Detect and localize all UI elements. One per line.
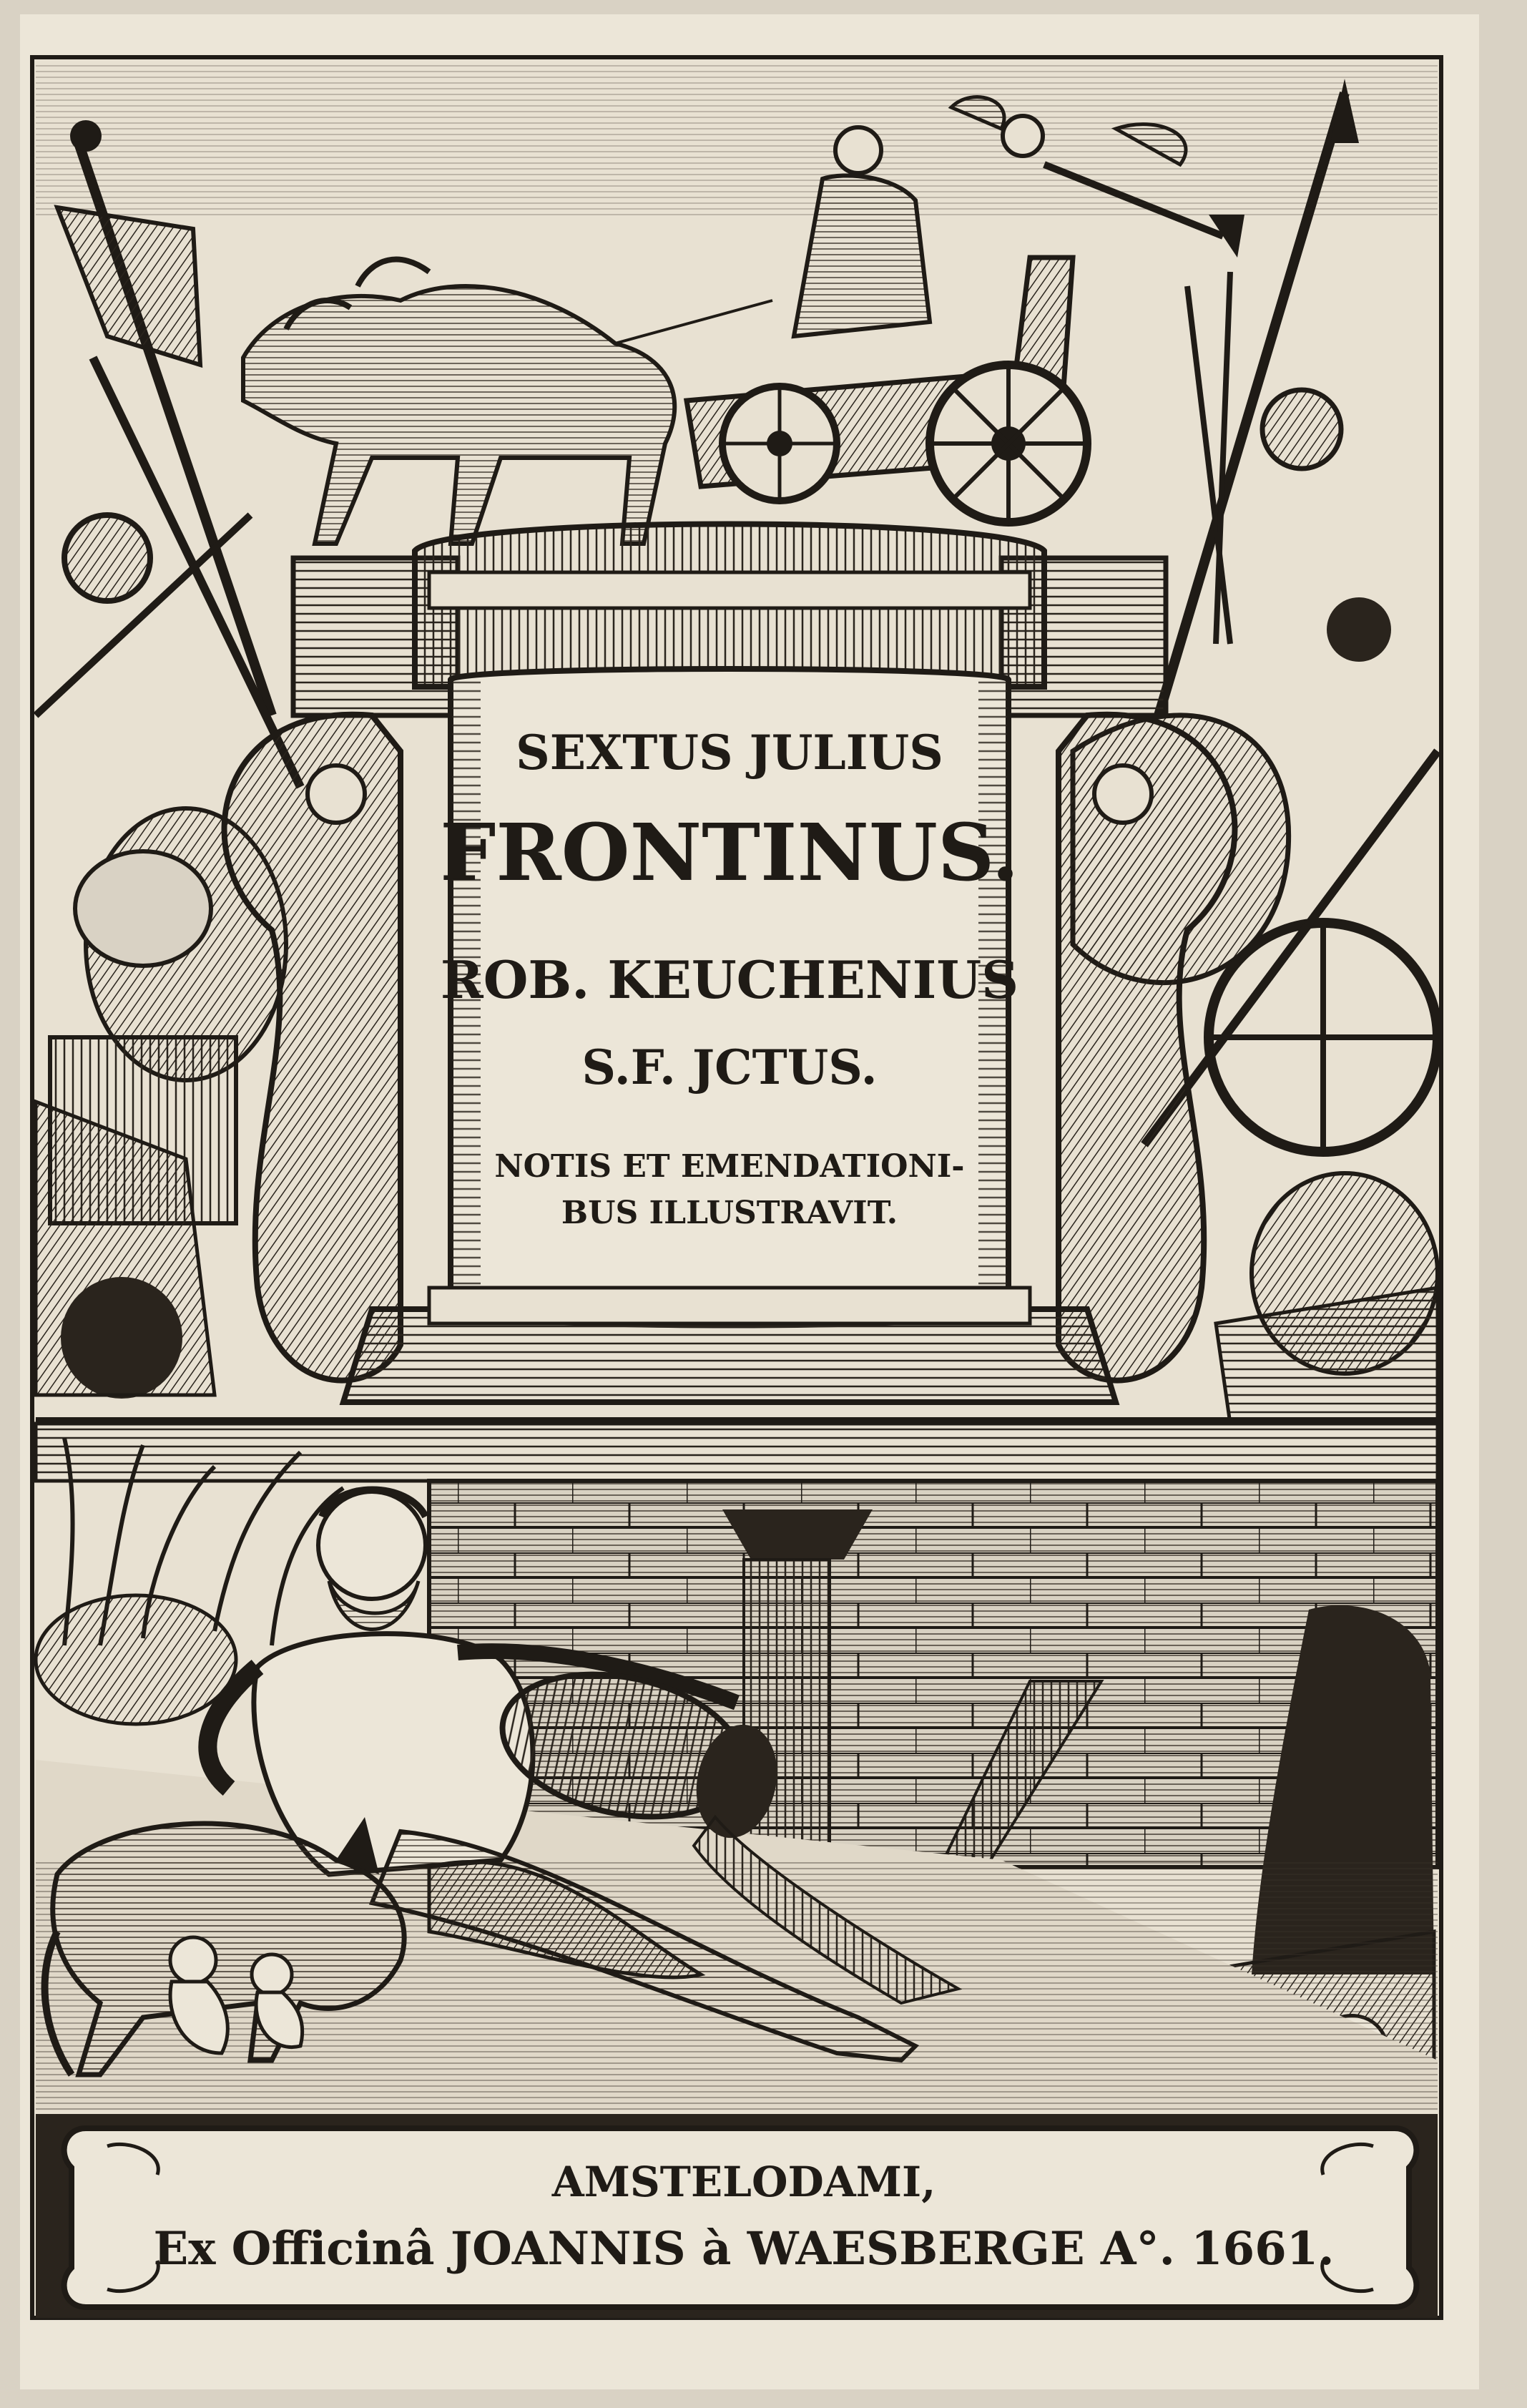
imprint-cartouche: [36, 2114, 1438, 2318]
note-line-2: BUS ILLUSTRAVIT.: [561, 1195, 898, 1231]
author-line: SEXTUS JULIUS: [516, 725, 943, 780]
imprint-city: AMSTELODAMI,: [551, 2158, 936, 2206]
note-line-1: NOTIS ET EMENDATIONI-: [494, 1148, 965, 1185]
author-name: FRONTINUS.: [440, 806, 1019, 899]
imprint-publisher: Ex Officinâ JOANNIS à WAESBERGE A°. 1661.: [153, 2222, 1335, 2276]
editor-name: ROB. KEUCHENIUS: [440, 949, 1019, 1010]
editor-title: S.F. JCTUS.: [581, 1039, 878, 1095]
